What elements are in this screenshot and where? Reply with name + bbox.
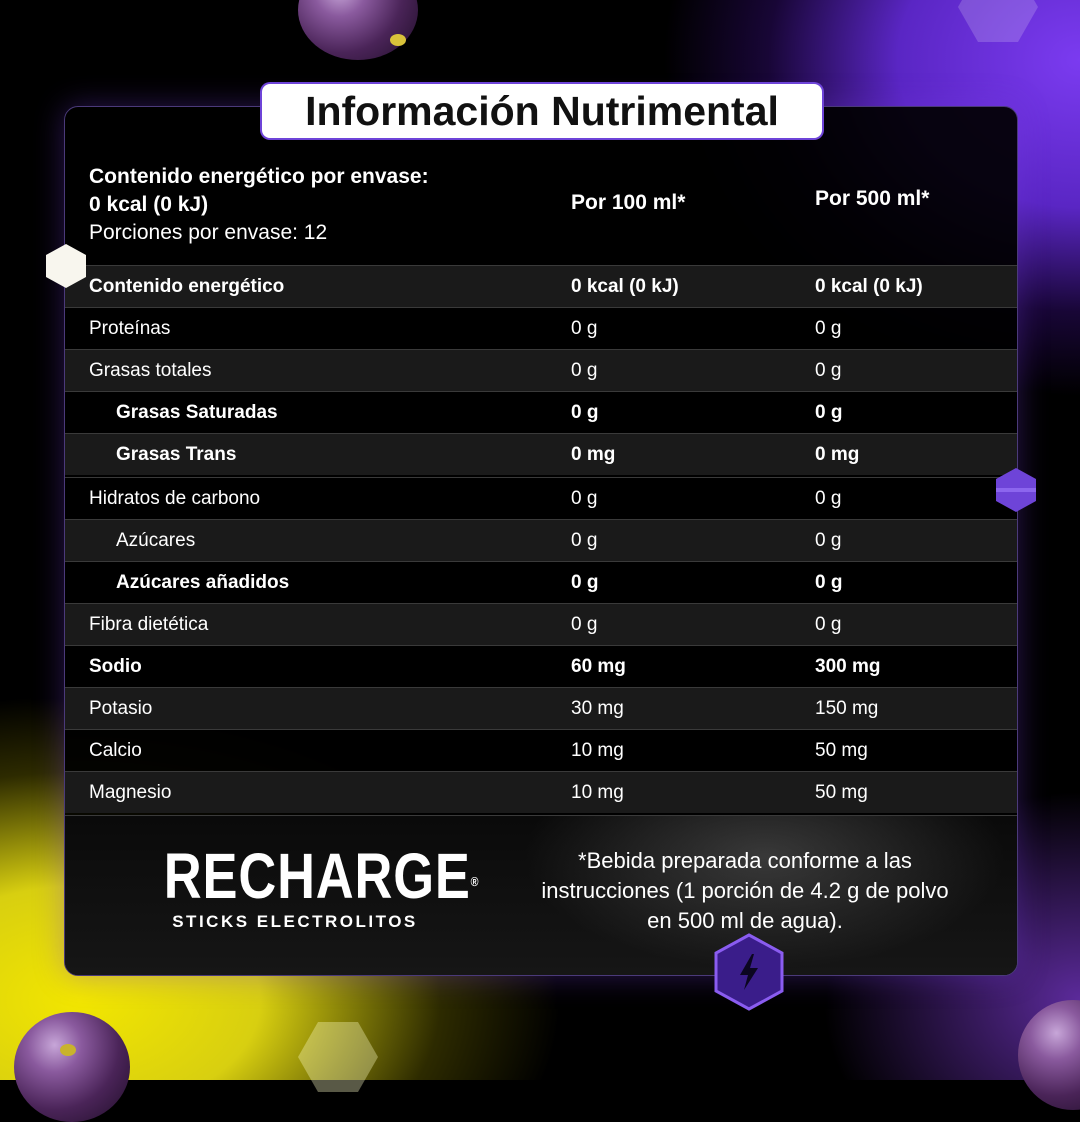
table-row [65, 645, 1017, 687]
footer [65, 815, 1017, 976]
value-per-100ml: 0 g [571, 529, 598, 551]
value-per-500ml: 0 g [815, 401, 843, 423]
value-per-100ml: 0 mg [571, 443, 616, 465]
footnote: *Bebida preparada conforme a las instrucciones (1 porción de 4.2 g de polvo en 500 ml de agua). [541, 848, 949, 933]
nutrient-name: Magnesio [89, 781, 172, 803]
value-per-500ml: 0 kcal (0 kJ) [815, 275, 923, 297]
value-per-100ml: 10 mg [571, 739, 624, 761]
table-row [65, 687, 1017, 729]
column-header-100ml: Por 100 ml* [571, 191, 686, 214]
value-per-100ml: 0 g [571, 401, 599, 423]
value-per-500ml: 0 g [815, 613, 842, 635]
table-row [65, 561, 1017, 603]
nutrient-name: Hidratos de carbono [89, 487, 261, 509]
value-per-100ml: 60 mg [571, 655, 626, 677]
value-per-500ml: 0 mg [815, 443, 860, 465]
value-per-500ml: 0 g [815, 487, 842, 509]
nutrient-name: Grasas Trans [116, 443, 237, 465]
energy-per-package-label: Contenido energético por envase: [89, 165, 429, 188]
nutrition-panel [64, 106, 1018, 976]
value-per-500ml: 300 mg [815, 655, 881, 677]
table-row [65, 603, 1017, 645]
nutrient-name: Potasio [89, 697, 153, 719]
nutrient-name: Azúcares [116, 529, 196, 551]
value-per-500ml: 0 g [815, 359, 842, 381]
page-title: Información Nutrimental [262, 84, 822, 138]
brand-logo [135, 840, 480, 932]
value-per-500ml: 0 g [815, 529, 842, 551]
value-per-500ml: 0 g [815, 571, 843, 593]
table-row [65, 771, 1017, 813]
value-per-100ml: 30 mg [571, 697, 624, 719]
lightning-bolt-icon [712, 932, 786, 1012]
value-per-100ml: 0 g [571, 359, 598, 381]
value-per-100ml: 0 kcal (0 kJ) [571, 275, 679, 297]
nutrient-name: Calcio [89, 739, 142, 761]
value-per-100ml: 10 mg [571, 781, 624, 803]
nutrient-name: Contenido energético [89, 275, 285, 297]
nutrient-name: Fibra dietética [89, 613, 209, 635]
table-row [65, 519, 1017, 561]
hexagon-icon [992, 466, 1040, 514]
servings-per-package: Porciones por envase: 12 [89, 221, 328, 244]
nutrient-name: Sodio [89, 655, 142, 677]
column-header-500ml: Por 500 ml* [815, 187, 930, 210]
nutrient-name: Azúcares añadidos [116, 571, 290, 593]
table-row [65, 391, 1017, 433]
hexagon-icon [42, 242, 90, 290]
value-per-500ml: 50 mg [815, 781, 868, 803]
header-info [89, 163, 429, 247]
value-per-100ml: 0 g [571, 613, 598, 635]
table-row [65, 349, 1017, 391]
table-row [65, 265, 1017, 307]
table-row [65, 729, 1017, 771]
registered-mark: ® [470, 874, 480, 889]
value-per-500ml: 50 mg [815, 739, 868, 761]
value-per-500ml: 0 g [815, 317, 842, 339]
value-per-100ml: 0 g [571, 317, 598, 339]
value-per-500ml: 150 mg [815, 697, 879, 719]
grape-image [14, 1012, 130, 1122]
table-row [65, 433, 1017, 475]
nutrient-name: Grasas totales [89, 359, 212, 381]
nutrient-name: Proteínas [89, 317, 171, 339]
brand-name: RECHARGE [163, 840, 471, 912]
table-row [65, 477, 1017, 519]
value-per-100ml: 0 g [571, 487, 598, 509]
energy-per-package-value: 0 kcal (0 kJ) [89, 193, 209, 216]
value-per-100ml: 0 g [571, 571, 599, 593]
brand-subtitle: STICKS ELECTROLITOS [172, 912, 418, 931]
table-row [65, 307, 1017, 349]
nutrient-name: Grasas Saturadas [116, 401, 278, 423]
